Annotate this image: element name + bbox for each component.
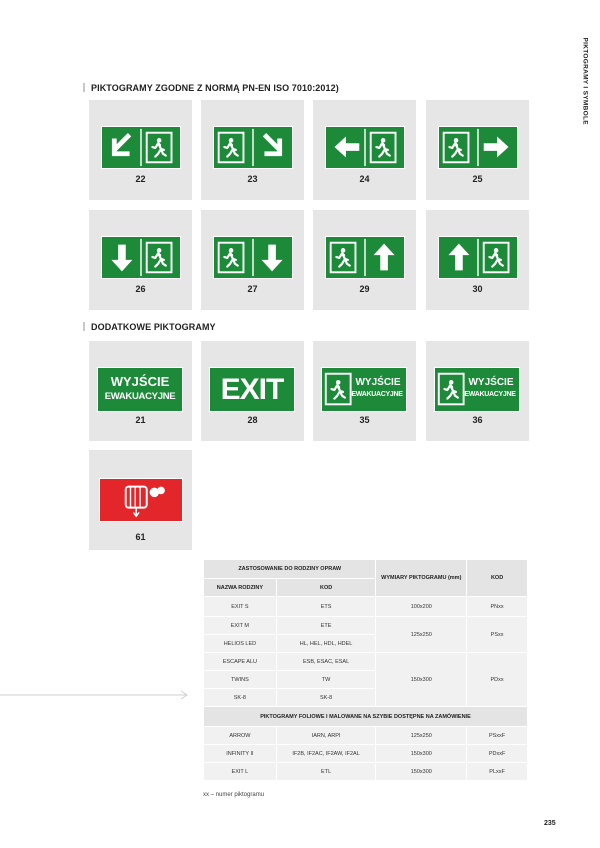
pictogram-tile [426, 100, 529, 200]
pictogram-tile [89, 100, 192, 200]
arrow-left-runner-icon [326, 127, 404, 168]
pictogram-number: 21 [135, 415, 146, 425]
exit-sign-arrow-down [213, 236, 293, 279]
sign-line2: EWAKUACYJNE [351, 391, 403, 398]
pictogram-number: 30 [472, 284, 483, 294]
runner-wyjscie-sign [321, 367, 407, 412]
pictogram-number: 26 [135, 284, 146, 294]
pictogram-tile [89, 210, 192, 310]
fire-hose-icon [100, 479, 182, 521]
table-row: ESCAPE ALU ESB, ESAC, ESAL 150x300 PDxx [204, 653, 528, 671]
runner-icon [322, 368, 406, 411]
pictogram-tile [201, 341, 304, 441]
pictogram-tile [201, 100, 304, 200]
sign-line1: WYJŚCIE [355, 377, 401, 388]
table-subheader: PIKTOGRAMY FOLIOWE I MALOWANE NA SZYBIE DOSTĘPNE NA ZAMÓWIENIE [204, 707, 528, 727]
runner-wyjscie-sign [434, 367, 520, 412]
sign-line1: WYJŚCIE [110, 374, 170, 389]
pictogram-spec-table [203, 559, 528, 781]
arrow-down-runner-icon [102, 237, 180, 278]
exit-sign-arrow-down-right [213, 126, 293, 169]
pictogram-tile [426, 341, 529, 441]
pictogram-tile [313, 341, 416, 441]
table-row: TWINS TW [204, 671, 528, 689]
table-row: EXIT S ETS 100x200 PNxx [204, 597, 528, 617]
pictogram-tile [89, 341, 192, 441]
pictogram-tile [313, 100, 416, 200]
sign-line1: WYJŚCIE [468, 377, 514, 388]
fire-hose-sign [99, 478, 183, 522]
table-row: SK-8 SK-8 [204, 689, 528, 707]
pictogram-number: 25 [472, 174, 483, 184]
arrow-up-runner-icon [439, 237, 517, 278]
wyjscie-text-sign [97, 367, 183, 412]
exit-sign-arrow-down [101, 236, 181, 279]
pictogram-number: 23 [247, 174, 258, 184]
table-row: ARROW IARN, ARPI 125x250 PSxxF [204, 727, 528, 745]
section-marker [83, 83, 85, 92]
page-number: 235 [544, 820, 556, 827]
exit-sign-arrow-down-left [101, 126, 181, 169]
table-row: EXIT M ETE 125x250 PSxx [204, 617, 528, 635]
pictogram-number: 29 [359, 284, 370, 294]
pictogram-number: 22 [135, 174, 146, 184]
pictogram-number: 36 [472, 415, 483, 425]
pictogram-number: 35 [359, 415, 370, 425]
side-label: PIKTOGRAMY I SYMBOLE [581, 37, 589, 125]
runner-arrow-down-right-icon [214, 127, 292, 168]
exit-sign-arrow-up [325, 236, 405, 279]
arrow-down-left-runner-icon [102, 127, 180, 168]
section-title-iso: PIKTOGRAMY ZGODNE Z NORMĄ PN-EN ISO 7010:2012) [83, 83, 339, 93]
pictogram-number: 28 [247, 415, 258, 425]
footnote: xx – numer piktogramu [203, 792, 265, 798]
exit-sign-arrow-left [325, 126, 405, 169]
runner-arrow-down-icon [214, 237, 292, 278]
pictogram-number: 24 [359, 174, 370, 184]
exit-sign-arrow-up [438, 236, 518, 279]
runner-arrow-up-icon [326, 237, 404, 278]
pictogram-number: 27 [247, 284, 258, 294]
table-row: EXIT L ETL 150x300 PLxxF [204, 763, 528, 781]
table-group-header: ZASTOSOWANIE DO RODZINY OPRAW [204, 560, 376, 579]
table-header-family: NAZWA RODZINY [204, 579, 277, 597]
table-header-code: KOD [276, 579, 376, 597]
sign-line1: EXIT [220, 373, 284, 406]
sign-line2: EWAKUACYJNE [464, 391, 516, 398]
pictogram-tile [89, 450, 192, 550]
table-row: INFINITY II IF2B, IF2AC, IF2AW, IF2AL 150x300 PDxxF [204, 745, 528, 763]
table-row: HELIOS LED HL, HEL, HDL, HDEL [204, 635, 528, 653]
exit-sign-arrow-right [438, 126, 518, 169]
pictogram-tile [426, 210, 529, 310]
table-header-size: WYMIARY PIKTOGRAMU (mm) [376, 560, 467, 597]
exit-text-sign [209, 367, 295, 412]
runner-icon [435, 368, 519, 411]
section-title-additional: DODATKOWE PIKTOGRAMY [83, 322, 216, 332]
section-marker [83, 322, 85, 331]
arrow-line-decoration [0, 689, 190, 701]
pictogram-number: 61 [135, 532, 146, 542]
table-header-picto-code: KOD [467, 560, 528, 597]
pictogram-tile [313, 210, 416, 310]
sign-line2: EWAKUACYJNE [104, 391, 176, 402]
runner-arrow-right-icon [439, 127, 517, 168]
pictogram-tile [201, 210, 304, 310]
